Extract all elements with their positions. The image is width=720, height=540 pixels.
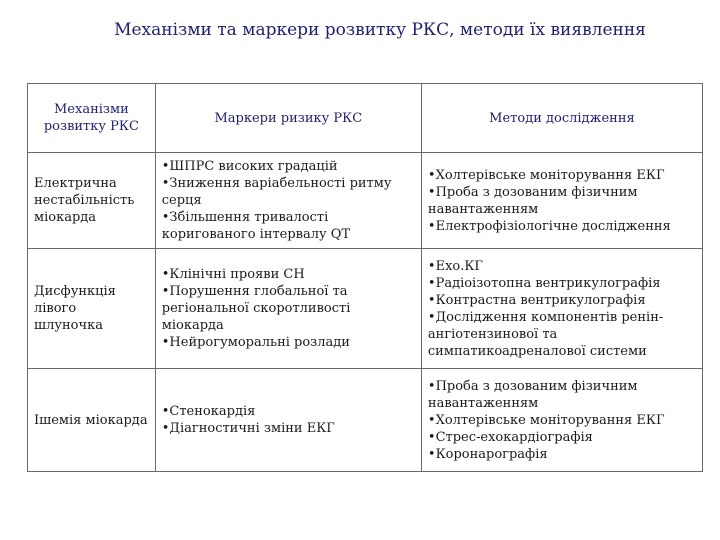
markers-cell bbox=[155, 369, 421, 472]
mechanism-cell: Ішемія міокарда bbox=[28, 369, 156, 472]
header-methods: Методи дослідження bbox=[421, 84, 702, 153]
marker-item: •Зниження варіабельності ритму серця bbox=[161, 176, 392, 208]
marker-item: •Збільшення тривалості коригованого інтервалу QT bbox=[161, 210, 351, 242]
marker-item: •ШПРС високих градацій bbox=[161, 159, 338, 174]
methods-cell bbox=[421, 153, 702, 249]
markers-cell bbox=[155, 249, 421, 369]
method-item: •Коронарографія bbox=[427, 446, 548, 462]
marker-item: •Стенокардія bbox=[161, 404, 256, 419]
method-item: •Радіоізотопна вентрикулографія bbox=[427, 275, 661, 291]
method-item: •Електрофізіологічне дослідження bbox=[427, 218, 671, 234]
header-markers: Маркери ризику РКС bbox=[155, 84, 421, 153]
mechanisms-table bbox=[27, 83, 703, 472]
method-item: •Холтерівське моніторування ЕКГ bbox=[427, 167, 665, 183]
method-item: •Холтерівське моніторування ЕКГ bbox=[427, 412, 665, 428]
marker-item: •Нейрогуморальні розлади bbox=[161, 335, 350, 350]
mechanism-cell: Дисфункція лівого шлуночка bbox=[28, 249, 156, 369]
mechanism-cell: Електрична нестабільність міокарда bbox=[28, 153, 156, 249]
methods-cell bbox=[421, 249, 702, 369]
table-header-row bbox=[28, 84, 703, 153]
slide-title: Механізми та маркери розвитку РКС, методи їх виявлення bbox=[114, 20, 646, 40]
header-mechanisms: Механізми розвитку РКС bbox=[28, 84, 156, 153]
table-row bbox=[28, 153, 703, 249]
marker-item: •Діагностичні зміни ЕКГ bbox=[161, 421, 335, 436]
markers-cell bbox=[155, 153, 421, 249]
method-item: •Проба з дозованим фізичним навантаженням bbox=[427, 184, 638, 217]
method-item: •Проба з дозованим фізичним навантаженням bbox=[427, 378, 638, 411]
table-row bbox=[28, 249, 703, 369]
method-item: •Ехо.КГ bbox=[427, 258, 484, 274]
method-item: •Дослідження компонентів ренін-ангіотензинової та симпатикоадреналової системи bbox=[427, 309, 664, 359]
marker-item: •Порушення глобальної та регіональної скоротливості міокарда bbox=[161, 284, 351, 333]
method-item: •Контрастна вентрикулографія bbox=[427, 292, 646, 308]
method-item: •Стрес-ехокардіографія bbox=[427, 429, 593, 445]
table-row bbox=[28, 369, 703, 472]
methods-cell bbox=[421, 369, 702, 472]
marker-item: •Клінічні прояви СН bbox=[161, 267, 305, 282]
